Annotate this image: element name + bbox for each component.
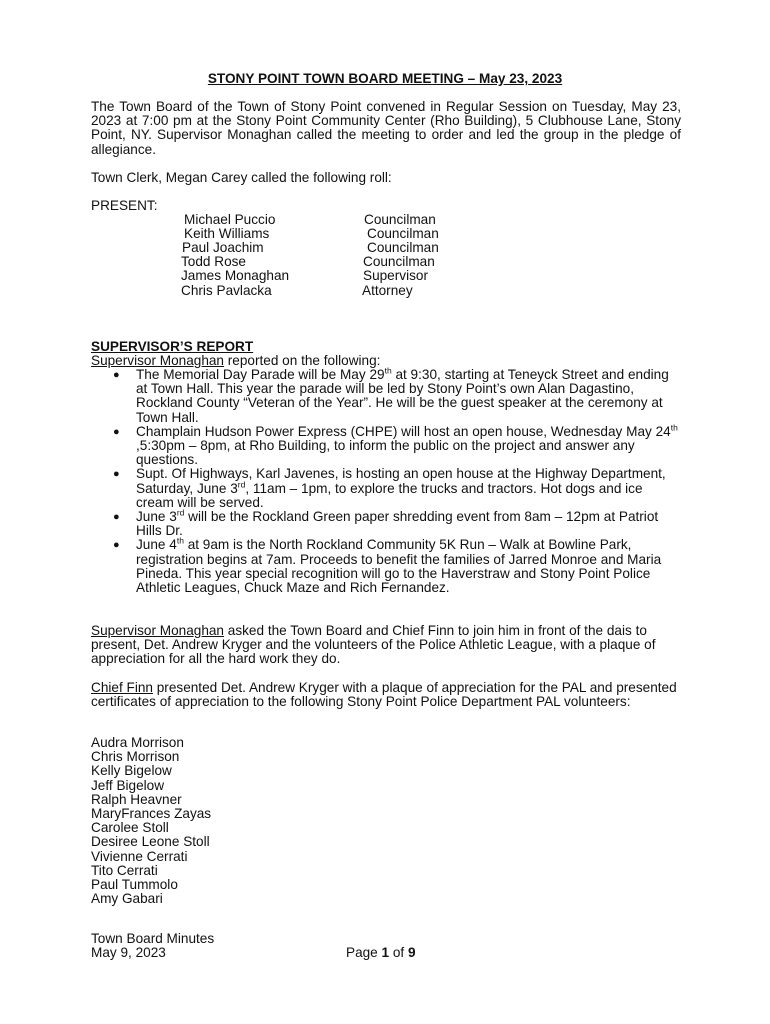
footer-date: May 9, 2023: [91, 945, 166, 961]
roll-name: James Monaghan: [181, 268, 290, 283]
report-lead-name: Supervisor Monaghan: [91, 353, 224, 368]
report-bullet-list: [91, 365, 681, 596]
present-label: PRESENT:: [91, 198, 158, 213]
list-item: [91, 535, 681, 596]
page-title: STONY POINT TOWN BOARD MEETING – May 23, 2023: [207, 71, 563, 86]
bullet-icon: ●: [113, 511, 120, 524]
list-item: Desiree Leone Stoll: [91, 834, 210, 850]
roll-title: Councilman: [367, 226, 439, 241]
page-of: of: [389, 945, 408, 960]
ordinal-suffix: rd: [237, 479, 246, 490]
bullet-text: Supt. Of Highways, Karl Javenes, is hosting an open house at the Highway Department, Saturday, June 3: [136, 466, 666, 496]
volunteer-list: [91, 736, 211, 906]
bullet-text: Champlain Hudson Power Express (CHPE) will host an open house, Wednesday May 24: [136, 423, 671, 439]
roll-name: Paul Joachim: [182, 240, 264, 255]
list-item: Carolee Stoll: [91, 820, 169, 836]
bullet-icon: ●: [113, 425, 120, 438]
bullet-text: June 4: [136, 537, 177, 553]
bullet-text: will be the Rockland Green paper shredding event from 8am – 12pm at Patriot Hills Dr.: [136, 509, 659, 539]
list-item: [91, 365, 681, 425]
roll-title: Councilman: [363, 254, 435, 269]
list-item: Kelly Bigelow: [91, 763, 172, 779]
finn-paragraph-name: Chief Finn: [91, 680, 153, 695]
list-item: Paul Tummolo: [91, 876, 178, 892]
list-item: Jeff Bigelow: [91, 777, 165, 793]
list-item: Chris Morrison: [91, 749, 180, 765]
roll-name: Keith Williams: [184, 226, 270, 241]
list-item: [91, 422, 681, 468]
list-item: [91, 507, 681, 539]
list-item: [91, 467, 681, 510]
bullet-text: June 3: [136, 509, 177, 525]
dais-paragraph-name: Supervisor Monaghan: [91, 623, 224, 638]
bullet-text: at 9:30, starting at Teneyck Street and ending at Town Hall. This year the parade will be led by Stony Point’s own Alan Dagastino, Rockland County “Veteran of the Year”. He will be the guest speaker at the ceremony at Town Hall.: [136, 367, 669, 425]
roll-name: Todd Rose: [181, 254, 246, 269]
page-number: [346, 946, 416, 960]
roll-title: Attorney: [362, 283, 413, 298]
roll-call-text: Town Clerk, Megan Carey called the following roll:: [91, 170, 392, 185]
footer-left: [91, 932, 214, 960]
page-total: 9: [407, 945, 416, 960]
intro-paragraph: The Town Board of the Town of Stony Point convened in Regular Session on Tuesday, May 23, 2023 at 7:00 pm at the Stony Point Community Center (Rho Building), 5 Clubhouse Lane, Stony Point, NY. Supervisor Monaghan called the meeting to order and led the group in the pledge of allegiance.: [91, 99, 681, 157]
roll-name: Michael Puccio: [184, 212, 276, 227]
list-item: Tito Cerrati: [91, 862, 158, 878]
ordinal-suffix: rd: [176, 507, 185, 518]
bullet-icon: ●: [113, 369, 120, 381]
roll-title: Councilman: [364, 212, 436, 227]
list-item: Ralph Heavner: [91, 791, 182, 807]
ordinal-suffix: th: [176, 535, 184, 546]
list-item: Audra Morrison: [91, 735, 184, 750]
page-current: 1: [381, 945, 390, 960]
finn-paragraph: [91, 681, 681, 709]
roll-title: Councilman: [367, 240, 439, 255]
page-prefix: Page: [346, 945, 382, 960]
bullet-text: , 11am – 1pm, to explore the trucks and tractors. Hot dogs and ice cream will be served.: [136, 480, 643, 510]
dais-paragraph: [91, 624, 681, 667]
ordinal-suffix: th: [670, 422, 678, 433]
roll-title: Supervisor: [363, 268, 428, 283]
roll-name: Chris Pavlacka: [181, 283, 272, 298]
dais-paragraph-rest: asked the Town Board and Chief Finn to join him in front of the dais to present, Det. Andrew Kryger and the volunteers of the Police Athletic League, with a plaque of appreciation for all the hard work they do.: [91, 623, 656, 667]
list-item: Amy Gabari: [91, 891, 163, 907]
report-lead-rest: reported on the following:: [224, 353, 381, 368]
finn-paragraph-rest: presented Det. Andrew Kryger with a plaque of appreciation for the PAL and presented certificates of appreciation to the following Stony Point Police Department PAL volunteers:: [91, 680, 677, 710]
bullet-icon: ●: [113, 468, 120, 481]
ordinal-suffix: th: [384, 365, 392, 376]
list-item: MaryFrances Zayas: [91, 805, 212, 821]
footer-doc-name: Town Board Minutes: [91, 931, 215, 946]
supervisors-report-heading: SUPERVISOR’S REPORT: [91, 339, 254, 354]
bullet-text: at 9am is the North Rockland Community 5K Run – Walk at Bowline Park, registration begins at 7am. Proceeds to benefit the families of Jarred Monroe and Maria Pineda. This year special recognition will go to the Haverstraw and Stony Point Police Athletic Leagues, Chuck Maze and Rich Fernandez.: [136, 537, 662, 596]
bullet-icon: ●: [113, 539, 120, 552]
bullet-text: The Memorial Day Parade will be May 29: [136, 367, 385, 382]
bullet-text: ,5:30pm – 8pm, at Rho Building, to inform the public on the project and answer any questions.: [136, 438, 635, 468]
list-item: Vivienne Cerrati: [91, 848, 188, 864]
